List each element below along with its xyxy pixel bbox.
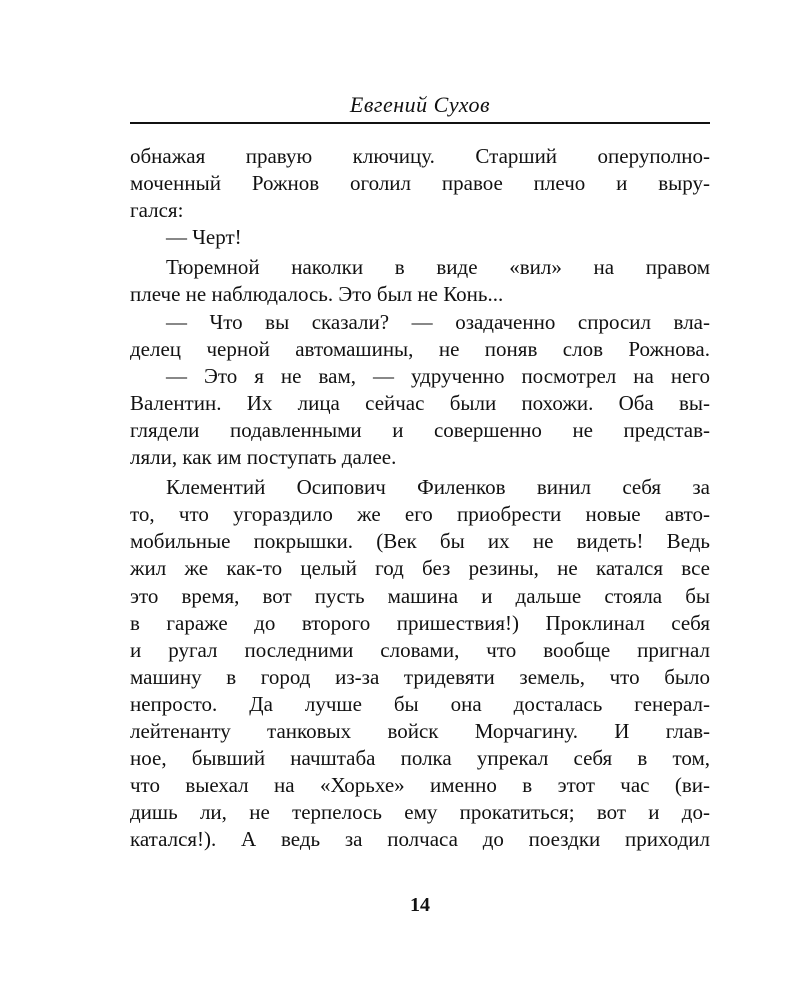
text-line: обнажая правую ключицу. Старший оперуполно- bbox=[130, 144, 710, 168]
text-line: — Что вы сказали? — озадаченно спросил вла- bbox=[166, 309, 710, 334]
running-header: Евгений Сухов bbox=[349, 92, 491, 117]
text-line: что выехал на «Хорьхе» именно в этот час (ви- bbox=[130, 773, 710, 798]
text-line: и ругал последними словами, что вообще пригнал bbox=[130, 637, 710, 662]
text-line: делец черной автомашины, не поняв слов Рожнова. bbox=[130, 336, 710, 361]
text-line: дишь ли, не терпелось ему прокатиться; вот и до- bbox=[130, 800, 710, 825]
text-line: мобильные покрышки. (Век бы их не видеть! Ведь bbox=[130, 529, 710, 554]
text-line: — Это я не вам, — удрученно посмотрел на него bbox=[166, 363, 710, 388]
text-line: моченный Рожнов оголил правое плечо и выру- bbox=[130, 171, 710, 196]
text-line: ляли, как им поступать далее. bbox=[130, 445, 397, 470]
header-rule bbox=[130, 122, 710, 124]
text-line: лейтенанту танковых войск Морчагину. И глав- bbox=[130, 718, 710, 743]
text-line: машину в город из-за тридевяти земель, что было bbox=[130, 664, 710, 689]
text-line: Тюремной наколки в виде «вил» на правом bbox=[166, 255, 710, 280]
text-line: жил же как-то целый год без резины, не катался все bbox=[130, 556, 710, 581]
text-line: глядели подавленными и совершенно не представ- bbox=[130, 417, 710, 442]
text-line: Валентин. Их лица сейчас были похожи. Оба вы- bbox=[130, 390, 710, 415]
text-line: в гараже до второго пришествия!) Проклинал себя bbox=[130, 610, 710, 635]
text-line: то, что угораздило же его приобрести новые авто- bbox=[130, 502, 710, 527]
page-number: 14 bbox=[410, 894, 430, 916]
text-line: Клементий Осипович Филенков винил себя за bbox=[166, 475, 710, 500]
text-line: это время, вот пусть машина и дальше стояла бы bbox=[130, 583, 710, 608]
text-line: плече не наблюдалось. Это был не Конь... bbox=[130, 282, 504, 307]
text-line: ное, бывший начштаба полка упрекал себя в том, bbox=[130, 746, 710, 771]
text-line: непросто. Да лучше бы она досталась генерал- bbox=[130, 691, 710, 716]
text-line: гался: bbox=[130, 198, 184, 223]
text-line: — Черт! bbox=[166, 225, 242, 250]
text-line: катался!). А ведь за полчаса до поездки приходил bbox=[130, 827, 710, 852]
body-text bbox=[130, 143, 710, 853]
